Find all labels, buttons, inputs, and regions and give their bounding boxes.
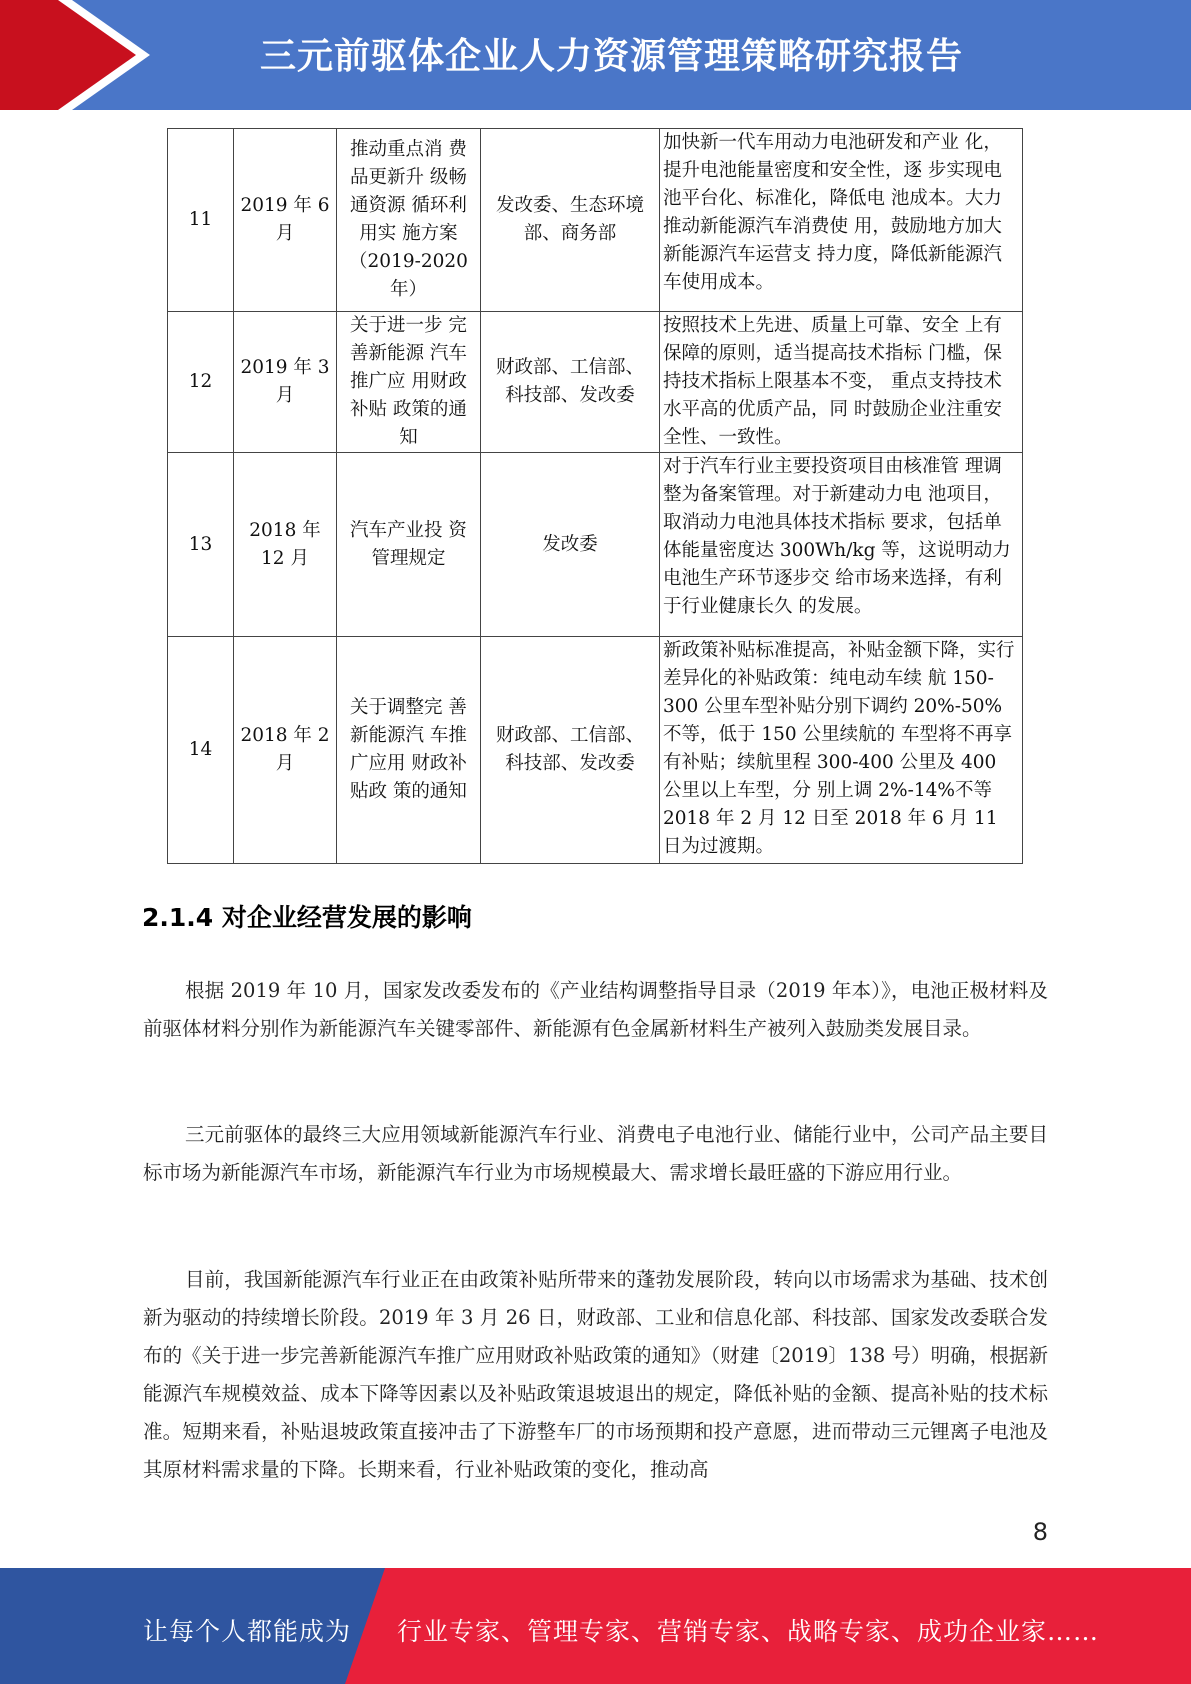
department-cell: 财政部、工信部、科技部、发改委 xyxy=(481,312,660,453)
date-cell: 2019 年 6 月 xyxy=(234,129,337,312)
table-row xyxy=(168,129,1023,312)
row-number-cell: 13 xyxy=(168,453,234,637)
policy-name-cell: 汽车产业投 资管理规定 xyxy=(337,453,481,637)
row-number-cell: 12 xyxy=(168,312,234,453)
section-heading: 2.1.4 对企业经营发展的影响 xyxy=(142,903,472,932)
content-cell: 按照技术上先进、质量上可靠、安全 上有保障的原则，适当提高技术指标 门槛，保持技术指标上限基本不变， 重点支持技术水平高的优质产品，同 时鼓励企业注重安全性、一致性。 xyxy=(660,312,1023,453)
header-title: 三元前驱体企业人力资源管理策略研究报告 xyxy=(260,36,964,77)
department-cell: 发改委 xyxy=(481,453,660,637)
date-cell: 2018 年 2 月 xyxy=(234,637,337,864)
footer-slogan-left: 让每个人都能成为 xyxy=(143,1617,352,1646)
paragraph: 目前，我国新能源汽车行业正在由政策补贴所带来的蓬勃发展阶段，转向以市场需求为基础、技术创新为驱动的持续增长阶段。2019 年 3 月 26 日，财政部、工业和信息化部、科技部、国家发改委联合发布的《关于进一步完善新能源汽车推广应用财政补贴政策的通知》（财建〔2019〕138 号）明确，根据新能源汽车规模效益、成本下降等因素以及补贴政策退坡退出的规定，降低补贴的金额、提高补贴的技术标准。短期来看，补贴退坡政策直接冲击了下游整车厂的市场预期和投产意愿，进而带动三元锂离子电池及其原材料需求量的下降。长期来看，行业补贴政策的变化，推动高 xyxy=(143,1268,1048,1481)
policy-name-cell: 关于进一步 完善新能源 汽车推广应 用财政补贴 政策的通知 xyxy=(337,312,481,453)
policy-name-cell: 推动重点消 费品更新升 级畅通资源 循环利用实 施方案（2019-2020 年） xyxy=(337,129,481,312)
footer-slogan-right: 行业专家、管理专家、营销专家、战略专家、成功企业家…… xyxy=(397,1617,1100,1646)
page-number: 8 xyxy=(1032,1518,1048,1546)
content-cell: 对于汽车行业主要投资项目由核准管 理调整为备案管理。对于新建动力电 池项目，取消动力电池具体技术指标 要求，包括单体能量密度达 300Wh/kg 等，这说明动力电池生产环节逐步交 给市场来选择，有利于行业健康长久 的发展。 xyxy=(660,453,1023,637)
policy-table xyxy=(167,128,1023,864)
table-row xyxy=(168,312,1023,453)
department-cell: 发改委、生态环境部、商务部 xyxy=(481,129,660,312)
content-cell: 新政策补贴标准提高，补贴金额下降，实行差异化的补贴政策：纯电动车续 航 150-300 公里车型补贴分别下调约 20%-50%不等，低于 150 公里续航的 车型将不再享有补贴；续航里程 300-400 公里及 400 公里以上车型，分 别上调 2%-14%不等 2018 年 2 月 12 日至 2018 年 6 月 11 日为过渡期。 xyxy=(660,637,1023,864)
date-cell: 2018 年 12 月 xyxy=(234,453,337,637)
page-header xyxy=(0,0,1191,110)
row-number-cell: 11 xyxy=(168,129,234,312)
policy-name-cell: 关于调整完 善新能源汽 车推广应用 财政补贴政 策的通知 xyxy=(337,637,481,864)
page-footer xyxy=(0,1568,1191,1684)
content-cell: 加快新一代车用动力电池研发和产业 化，提升电池能量密度和安全性，逐 步实现电池平台化、标准化，降低电 池成本。大力推动新能源汽车消费使 用，鼓励地方加大新能源汽车运营支 持力度，降低新能源汽车使用成本。 xyxy=(660,129,1023,312)
department-cell: 财政部、工信部、科技部、发改委 xyxy=(481,637,660,864)
table-row xyxy=(168,453,1023,637)
paragraph: 根据 2019 年 10 月，国家发改委发布的《产业结构调整指导目录（2019 年本）》，电池正极材料及前驱体材料分别作为新能源汽车关键零部件、新能源有色金属新材料生产被列入鼓励类发展目录。 xyxy=(143,979,1048,1040)
row-number-cell: 14 xyxy=(168,637,234,864)
table-row xyxy=(168,637,1023,864)
paragraph: 三元前驱体的最终三大应用领域新能源汽车行业、消费电子电池行业、储能行业中，公司产品主要目标市场为新能源汽车市场，新能源汽车行业为市场规模最大、需求增长最旺盛的下游应用行业。 xyxy=(143,1123,1048,1184)
date-cell: 2019 年 3 月 xyxy=(234,312,337,453)
